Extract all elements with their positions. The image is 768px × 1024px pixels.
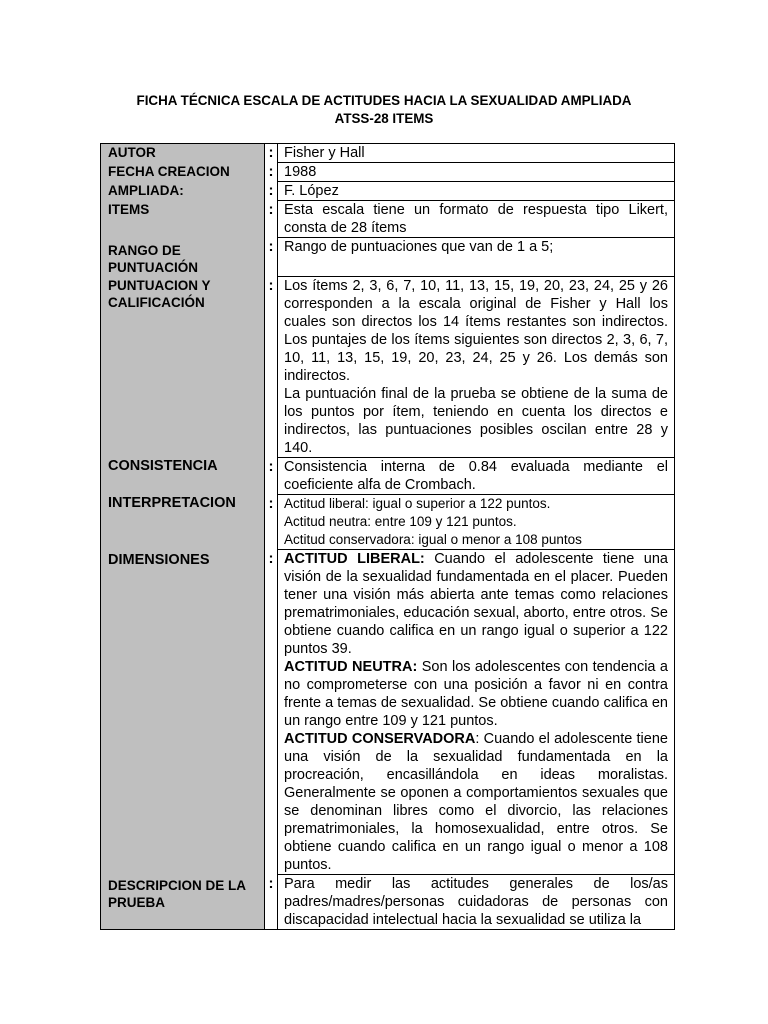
row-rango-puntuacion [101, 238, 675, 277]
colon: : [265, 550, 278, 875]
row-consistencia [101, 458, 675, 495]
colon: : [265, 875, 278, 930]
label-ampliada: AMPLIADA: [101, 182, 264, 201]
label-consistencia: CONSISTENCIA [101, 458, 264, 495]
value-autor: Fisher y Hall [278, 144, 675, 163]
label-items: ITEMS [101, 201, 264, 238]
interpretacion-conservadora: Actitud conservadora: igual o menor a 108 puntos [284, 532, 582, 547]
colon: : [265, 144, 278, 163]
value-rango-puntuacion: Rango de puntuaciones que van de 1 a 5; [278, 238, 675, 277]
colon: : [265, 458, 278, 495]
row-autor [101, 144, 675, 163]
dimension-neutra-text: Son los adolescentes con tendencia a no comprometerse con una posición a favor ni en contra frente a temas de sexualidad. Se obtiene cuando califica en un rango entre 109 y 121 puntos. [284, 659, 668, 729]
dimension-liberal [284, 550, 668, 658]
value-interpretacion [278, 495, 675, 550]
colon: : [265, 182, 278, 201]
interpretacion-liberal: Actitud liberal: igual o superior a 122 puntos. [284, 496, 551, 511]
label-descripcion-prueba: DESCRIPCION DE LA PRUEBA [101, 875, 264, 930]
dimension-liberal-title: ACTITUD LIBERAL: [284, 551, 425, 567]
row-interpretacion [101, 495, 675, 550]
colon: : [265, 163, 278, 182]
colon: : [265, 495, 278, 550]
row-dimensiones [101, 550, 675, 875]
dimension-liberal-text: Cuando el adolescente tiene una visión de la sexualidad fundamentada en el placer. Pueden tener una visión más abierta ante temas como relaciones prematrimoniales, educación sexual, aborto, entre otros. Se obtiene cuando califica en un rango igual o superior a 122 puntos 39. [284, 551, 668, 657]
colon: : [265, 201, 278, 238]
row-fecha-creacion [101, 163, 675, 182]
label-fecha-creacion: FECHA CREACION [101, 163, 264, 182]
puntuacion-paragraph-1: Los ítems 2, 3, 6, 7, 10, 11, 13, 15, 19, 20, 23, 24, 25 y 26 corresponden a la escala original de Fisher y Hall los cuales son directos los 14 ítems restantes son indirectos. Los puntajes de los ítems siguientes son directos 2, 3, 6, 7, 10, 11, 13, 15, 19, 20, 23, 24, 25 y 26. Los demás son indirectos. [284, 278, 668, 384]
dimension-conservadora-text: : Cuando el adolescente tiene una visión de la sexualidad fundamentada en la procreación, encasillándola en ideas moralistas. Generalmente se oponen a comportamientos sexuales que se denominan libres como el divorcio, las relaciones prematrimoniales, la homosexualidad, entre otros. Se obtiene cuando califica en un rango igual o menor a 108 puntos. [284, 731, 668, 873]
value-items: Esta escala tiene un formato de respuesta tipo Likert, consta de 28 ítems [278, 201, 675, 238]
dimension-conservadora-title: ACTITUD CONSERVADORA [284, 731, 476, 747]
row-items [101, 201, 675, 238]
title-line-2: ATSS-28 ITEMS [334, 111, 434, 126]
value-ampliada: F. López [278, 182, 675, 201]
puntuacion-paragraph-2: La puntuación final de la prueba se obtiene de la suma de los puntos por ítem, teniendo en cuenta los directos e indirectos, las puntuaciones posibles oscilan entre 28 y 140. [284, 386, 668, 456]
row-descripcion-prueba [101, 875, 675, 930]
interpretacion-neutra: Actitud neutra: entre 109 y 121 puntos. [284, 514, 517, 529]
row-puntuacion-calificacion [101, 277, 675, 458]
label-rango-puntuacion: RANGO DE PUNTUACIÓN [101, 238, 264, 277]
value-dimensiones [278, 550, 675, 875]
label-puntuacion-calificacion: PUNTUACION Y CALIFICACIÓN [101, 277, 264, 458]
value-puntuacion-calificacion [278, 277, 675, 458]
value-descripcion-prueba: Para medir las actitudes generales de los/as padres/madres/personas cuidadoras de personas con discapacidad intelectual hacia la sexualidad se utiliza la [278, 875, 675, 930]
dimension-conservadora [284, 730, 668, 874]
value-fecha-creacion: 1988 [278, 163, 675, 182]
title-line-1: FICHA TÉCNICA ESCALA DE ACTITUDES HACIA LA SEXUALIDAD AMPLIADA [136, 93, 632, 108]
label-interpretacion: INTERPRETACION [101, 495, 264, 550]
label-autor: AUTOR [101, 144, 264, 163]
row-ampliada [101, 182, 675, 201]
colon: : [265, 238, 278, 277]
label-dimensiones: DIMENSIONES [101, 550, 264, 875]
value-consistencia: Consistencia interna de 0.84 evaluada mediante el coeficiente alfa de Crombach. [278, 458, 675, 495]
technical-sheet-table [100, 143, 675, 930]
dimension-neutra-title: ACTITUD NEUTRA: [284, 659, 418, 675]
document-title [0, 92, 768, 128]
colon: : [265, 277, 278, 458]
dimension-neutra [284, 658, 668, 730]
